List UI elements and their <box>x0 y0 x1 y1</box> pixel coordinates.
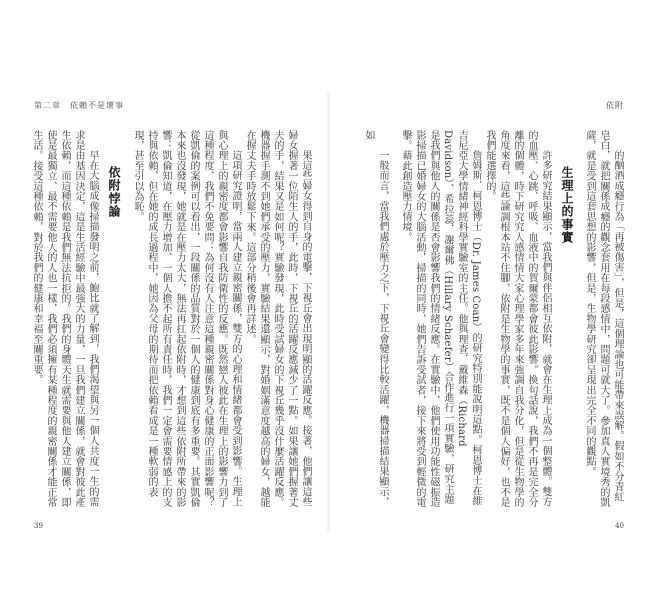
body-paragraph: 一般而言，當我們處於壓力之下，下視丘會變得比較活躍，機器掃描結果顯示，如 <box>363 130 388 507</box>
running-head-left: 第二章 依賴不是壞事 <box>34 101 124 110</box>
page-number-left: 39 <box>34 522 43 530</box>
left-page <box>30 92 326 532</box>
section-heading: 生理上的事實 <box>560 166 574 244</box>
section-heading: 依附悖論 <box>107 166 121 218</box>
body-paragraph: 這項研究證明，當兩人建立親密關係，雙方的心理和情緒都會受到影響。生理上與心理上的親密度都會影響自我防衛性的反應。既然戀人彼此在生理上的影響力到了這種程度，我們不免要問：為何沒有人注意這種親密關係對身心健康的正面影響呢？從凱倫的案例可以看出，一段關係的品質對於一個人的健康到底有多重要。其實凱倫本來也沒發現，她就是在壓力太大，無法再扛起依附時，才想到這些依附所帶來的影響：凱倫知道，在壓力增加、一個人擔不起所有責任時，我們一定會需要情感上的支持與依賴，但在她的成長過程中，她因為父母的期待而把依賴看成是一種軟弱的表現，甚至引以為恥。 <box>132 130 241 508</box>
body-paragraph: 詹姆斯．柯恩博士（Dr. James Coan）的研究特別能說明這點。柯恩博士在維吉尼亞大學情緒神經科學實驗室的主任。他與理查．戴維森（Richard Davidson）、希拉蕊．謝爾佛（Hillary Schaefer）合作進行一項實驗，研究主題是我們與他人的關係是否會影響我們的情緒反應。在實驗中，他們使用功能性磁振造影掃描已婚婦女的大腦活動，掃描的同時，她們告訴受試者，接下來將受到輕微的電擊。藉此創造壓力情境。 <box>400 130 481 508</box>
left-page-body <box>31 130 312 510</box>
page-number-right: 40 <box>615 522 624 530</box>
body-paragraph: 果這些婦女得到自身的電擊，下視丘會出現明顯的活躍反應。接著，他們讓這些婦女握著一位陌生人的手，此時，下視丘的活躍反應減少了一點。如果讓她們握著丈夫的手，結果又是如何呢？實驗發現，此時受試婦女的下視丘幾乎沒什麼活躍反應。機器握手測不到她們承受的壓力，實驗結果還顯示，對婚姻滿意度越高的婦女，越能在握丈夫手時放鬆下來。這部分稍後會再詳述。 <box>244 130 311 508</box>
running-head-right: 依附 <box>606 101 624 110</box>
right-page <box>331 92 628 532</box>
body-paragraph: 許多研究結果顯示，當我們與伴侶相互依附，就會在生理上成為一個整體。雙方的血壓、心跳、呼吸、血液中的賀爾蒙都會彼此影響。換句話說，我們不再是完全分離的個體，時下研究究人感情情大家心理學家多年來強調自我分化，但是從生物學的角度來看，這些論調根本站不住腳，依附是生物學的事實，既不是個人偏好，也不是我們能選擇的。 <box>484 130 551 508</box>
body-paragraph: 的酗酒成癮行為「再被傷害」，但是，這個理論也可能帶來誤解。假如不分青紅皂白，就把關係成癮的觀念套用在每段感情中，問題可就大了。參加真人實境秀的凱薩，就是受到這套思想的影響，但是，生物學研究卻呈現出完全不同的觀點。 <box>584 130 623 508</box>
right-page-body <box>335 130 624 510</box>
body-paragraph: 早在大腦成像掃描發明之前，鮑比就了解到，我們渴望與另一個人共度一生的需求是由基因決定，這是生活經驗中最強大的力量，一旦我們建立關係，就會對彼此產生依賴，而這種依賴是我們無法抗拒的。我們的身體天生就需要與他人建立關係，即使是最獨立、最不需要他人的人也一樣，我們必須擁有某種程度的親密關係才能正常生活。接受這種依賴，對於我們的健康和幸福至關重要。 <box>31 130 98 508</box>
